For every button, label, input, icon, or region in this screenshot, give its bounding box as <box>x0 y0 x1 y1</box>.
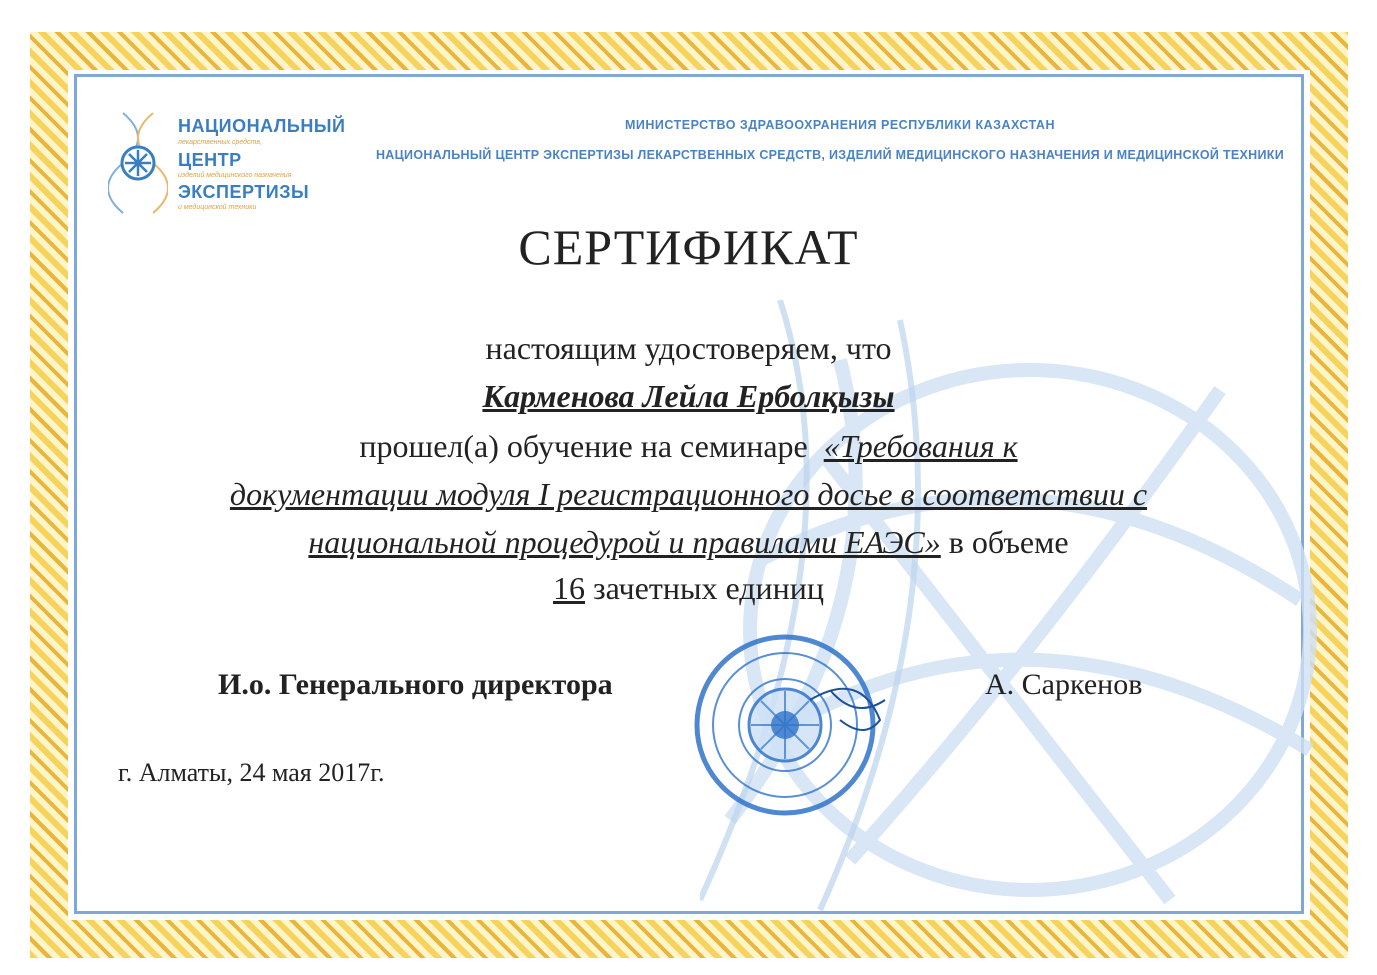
logo-sub-3: и медицинской техники <box>178 204 257 211</box>
logo-sub-2: изделий медицинского назначения <box>178 172 292 179</box>
official-seal-icon <box>690 630 890 830</box>
logo-sub-1: лекарственных средств, <box>178 139 262 146</box>
recipient-name: Карменова Лейла Ерболқызы <box>482 378 895 414</box>
ministry-heading: МИНИСТЕРСТВО ЗДРАВООХРАНЕНИЯ РЕСПУБЛИКИ КАЗАХСТАН <box>625 118 1055 132</box>
issue-place-date: г. Алматы, 24 мая 2017г. <box>118 758 385 787</box>
seminar-line-2 <box>0 476 1377 513</box>
logo-line-2: ЦЕНТР <box>178 150 242 170</box>
logo-line-3: ЭКСПЕРТИЗЫ <box>178 182 310 202</box>
credits-line <box>0 570 1377 607</box>
signatory-position: И.о. Генерального директора <box>218 668 613 701</box>
certificate-title: СЕРТИФИКАТ <box>518 219 859 275</box>
signatory-name: А. Саркенов <box>985 668 1143 701</box>
completed-line <box>0 428 1377 465</box>
logo-line-1: НАЦИОНАЛЬНЫЙ <box>178 116 346 136</box>
completed-text: прошел(а) обучение на семинаре <box>359 428 808 464</box>
seminar-title-part-2: документации модуля I регистрационного досье в соответствии с <box>229 476 1148 512</box>
logo <box>108 108 368 218</box>
credits-value: 16 <box>552 570 585 606</box>
seminar-title-part-1: «Требования к <box>823 428 1018 464</box>
seminar-line-3 <box>0 524 1377 561</box>
seminar-title-part-3: национальной процедурой и правилами ЕАЭС» <box>308 524 941 560</box>
center-heading: НАЦИОНАЛЬНЫЙ ЦЕНТР ЭКСПЕРТИЗЫ ЛЕКАРСТВЕННЫХ СРЕДСТВ, ИЗДЕЛИЙ МЕДИЦИНСКОГО НАЗНАЧЕНИЯ И МЕДИЦИНСКОЙ ТЕХНИКИ <box>375 148 1285 162</box>
recipient-line <box>0 378 1377 415</box>
dna-logo-icon <box>108 108 168 218</box>
volume-text: в объеме <box>948 524 1069 560</box>
credits-label: зачетных единиц <box>592 570 825 606</box>
intro-line: настоящим удостоверяем, что <box>485 330 892 366</box>
